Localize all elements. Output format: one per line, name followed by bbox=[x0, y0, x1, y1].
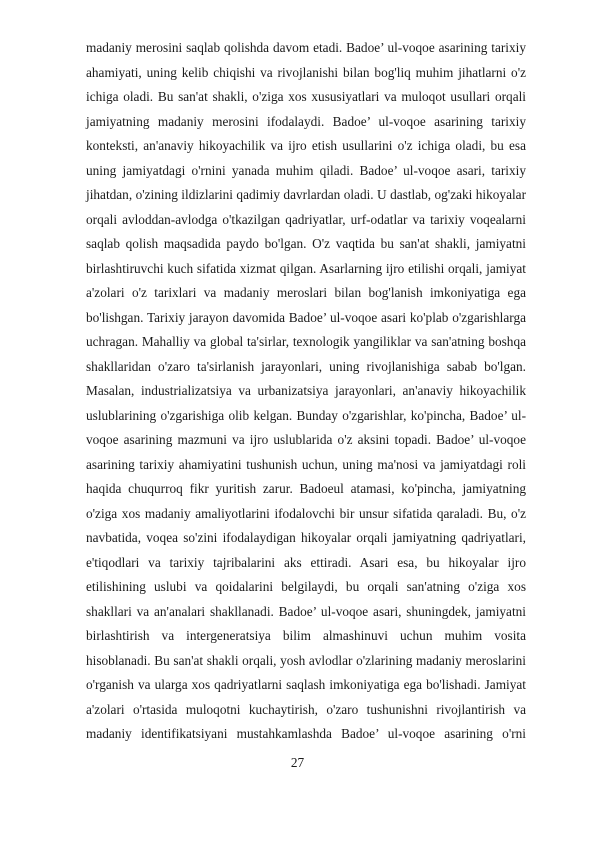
page-number: 27 bbox=[290, 755, 305, 770]
body-paragraph: madaniy merosini saqlab qolishda davom etadi. Badoe’ ul-voqoe asarining tarixiy ahamiyati, uning kelib chiqishi va rivojlanishi bilan bog'liq muhim jihatlarni o'z ichiga oladi. Bu san'at shakli, o'ziga xos xususiyatlari va muloqot usullari orqali jamiyatning madaniy merosini ifodalaydi. Badoe’ ul-voqoe asarining tarixiy konteksti, an'anaviy hikoyachilik va ijro etish usullarini o'z ichiga oladi, bu esa uning jamiyatdagi o'rnini yanada muhim qiladi. Badoe’ ul-voqoe asari, tarixiy jihatdan, o'zining ildizlarini qadimiy davrlardan oladi. U dastlab, og'zaki hikoyalar orqali avloddan-avlodga o'tkazilgan qadriyatlar, urf-odatlar va tarixiy voqealarni saqlab qolish maqsadida paydo bo'lgan. O'z vaqtida bu san'at shakli, jamiyatni birlashtiruvchi kuch sifatida xizmat qilgan. Asarlarning ijro etilishi orqali, jamiyat a'zolari o'z tarixlari va madaniy meroslari bilan bog'lanish imkoniyatiga ega bo'lishgan. Tarixiy jarayon davomida Badoe’ ul-voqoe asari ko'plab o'zgarishlarga uchragan. Mahalliy va global ta'sirlar, texnologik yangiliklar va san'atning boshqa shakllaridan o'zaro ta'sirlanish jarayonlari, uning rivojlanishiga sabab bo'lgan. Masalan, industrializatsiya va urbanizatsiya jarayonlari, an'anaviy hikoyachilik uslublarining o'zgarishiga olib kelgan. Bunday o'zgarishlar, ko'pincha, Badoe’ ul-voqoe asarining mazmuni va ijro uslublarida o'z aksini topadi. Badoe’ ul-voqoe asarining tarixiy ahamiyatini tushunish uchun, uning ma'nosi va jamiyatdagi roli haqida chuqurroq fikr yuritish zarur. Badoeul atamasi, ko'pincha, jamiyatning o'ziga xos madaniy amaliyotlarini ifodalovchi bir unsur sifatida qaraladi. Bu, o'z navbatida, voqea so'zini ifodalaydigan hikoyalar orqali jamiyatning qadriyatlari, e'tiqodlari va tarixiy tajribalarini aks ettiradi. Asari esa, bu hikoyalar ijro etilishining uslubi va qoidalarini belgilaydi, bu orqali san'atning o'ziga xos shakllari va an'analari shakllanadi. Badoe’ ul-voqoe asari, shuningdek, jamiyatni birlashtirish va intergeneratsiya bilim almashinuvi uchun muhim vosita hisoblanadi. Bu san'at shakli orqali, yosh avlodlar o'zlarining madaniy meroslarini o'rganish va ularga xos qadriyatlarni saqlash imkoniyatiga ega bo'lishadi. Jamiyat a'zolari o'rtasida muloqotni kuchaytirish, o'zaro tushunishni rivojlantirish va madaniy identifikatsiyani mustahkamlashda Badoe’ ul-voqoe asarining o'rni bbox=[86, 40, 526, 741]
